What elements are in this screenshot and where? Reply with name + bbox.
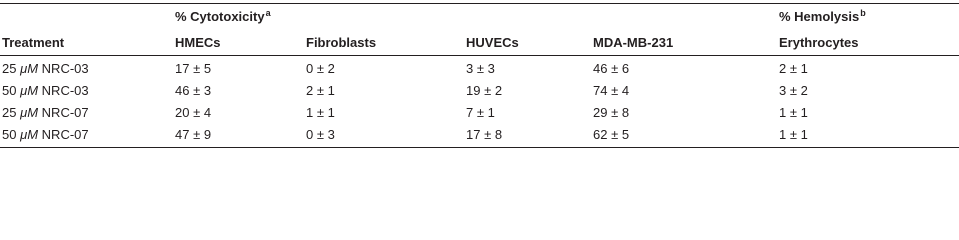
hemolysis-group-header: % Hemolysis$^b$ [779, 8, 866, 24]
column-header-mda-mb-231: MDA-MB-231 [593, 35, 674, 50]
cell-fibroblasts: 1 ± 1 [306, 105, 335, 120]
cell-fibroblasts: 2 ± 1 [306, 83, 335, 98]
table-top-rule [0, 3, 959, 4]
cell-fibroblasts: 0 ± 2 [306, 61, 335, 76]
table-bottom-rule [0, 147, 959, 148]
cell-erythrocytes: 2 ± 1 [779, 61, 808, 76]
cell-huvecs: 3 ± 3 [466, 61, 495, 76]
cell-huvecs: 7 ± 1 [466, 105, 495, 120]
column-header-fibroblasts: Fibroblasts [306, 35, 377, 50]
column-header-huvecs: HUVECs [466, 35, 519, 50]
cell-huvecs: 19 ± 2 [466, 83, 503, 98]
row-treatment: 50 μM NRC-07 [2, 127, 89, 142]
cell-hmecs: 17 ± 5 [175, 61, 212, 76]
cell-fibroblasts: 0 ± 3 [306, 127, 335, 142]
hemolysis-footnote-marker: b [860, 8, 866, 18]
cell-erythrocytes: 1 ± 1 [779, 105, 808, 120]
column-header-treatment: Treatment [2, 35, 65, 50]
column-header-hmecs: HMECs [175, 35, 221, 50]
row-treatment: 25 μM NRC-03 [2, 61, 89, 76]
cell-hmecs: 20 ± 4 [175, 105, 212, 120]
cytotoxicity-footnote-marker: a [265, 8, 271, 18]
cell-erythrocytes: 1 ± 1 [779, 127, 808, 142]
cell-mda-mb-231: 74 ± 4 [593, 83, 630, 98]
row-treatment: 50 μM NRC-03 [2, 83, 89, 98]
cell-hmecs: 47 ± 9 [175, 127, 212, 142]
cell-mda-mb-231: 29 ± 8 [593, 105, 630, 120]
header-rule [0, 55, 959, 56]
cell-mda-mb-231: 62 ± 5 [593, 127, 630, 142]
row-treatment: 25 μM NRC-07 [2, 105, 89, 120]
cell-huvecs: 17 ± 8 [466, 127, 503, 142]
cell-hmecs: 46 ± 3 [175, 83, 212, 98]
column-header-erythrocytes: Erythrocytes [779, 35, 859, 50]
cell-erythrocytes: 3 ± 2 [779, 83, 808, 98]
cytotoxicity-group-header: % Cytotoxicity$^a$ [175, 8, 271, 24]
cell-mda-mb-231: 46 ± 6 [593, 61, 630, 76]
